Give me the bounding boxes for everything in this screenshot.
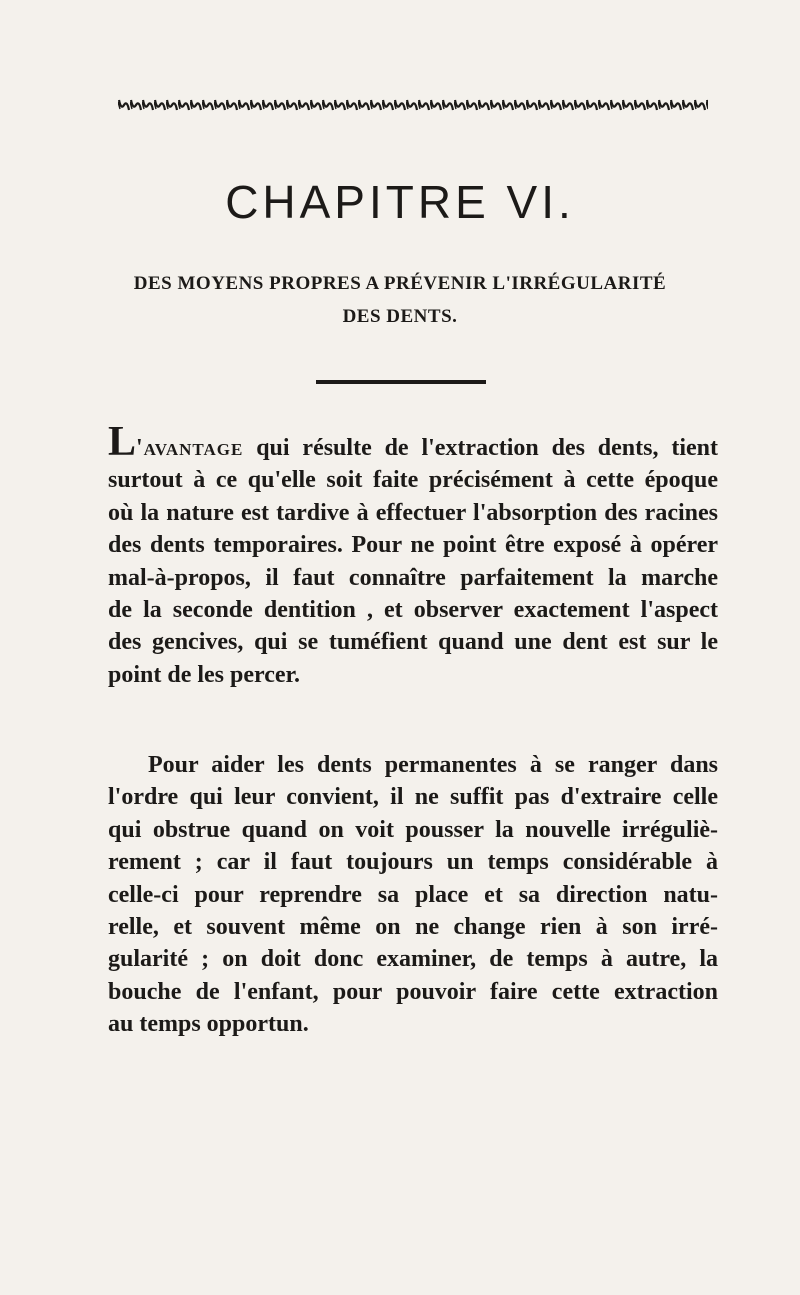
paragraph-1-line: surtout à ce qu'elle soit faite précisément à cette époque [108,467,718,494]
paragraph-1-line: point de les percer. [108,661,300,688]
paragraph-2-line: rement ; car il faut toujours un temps considérable à [108,849,718,876]
paragraph-1-line: où la nature est tardive à effectuer l'absorption des racines [108,499,718,526]
paragraph-1-line: mal-à-propos, il faut connaître parfaitement la marche [108,564,718,591]
decorative-ornament-band [118,98,708,112]
paragraph-2-line: celle-ci pour reprendre sa place et sa direction natu- [108,881,718,908]
paragraph-1-line: de la seconde dentition , et observer exactement l'aspect [108,597,718,624]
paragraph-1-line: des dents temporaires. Pour ne point être exposé à opérer [108,532,718,559]
paragraph-2-line: l'ordre qui leur convient, il ne suffit pas d'extraire celle [108,784,718,811]
paragraph-1-line-1 [108,419,718,465]
chapter-subtitle-line-2: DES DENTS. [342,306,458,327]
chapter-subtitle-line-1: DES MOYENS PROPRES A PRÉVENIR L'IRRÉGULARITÉ [133,273,667,294]
paragraph-2-line: gularité ; on doit donc examiner, de temps à autre, la [108,946,718,973]
drop-cap: L [108,419,137,465]
paragraph-2-line: au temps opportun. [108,1011,309,1038]
lead-word: 'avantage [136,435,244,461]
paragraph-2-line: bouche de l'enfant, pour pouvoir faire cette extraction [108,978,718,1005]
section-divider-rule [316,380,486,384]
paragraph-1-line: des gencives, qui se tuméfient quand une dent est sur le [108,629,718,656]
paragraph-1 [108,419,718,691]
paragraph-2-line: relle, et souvent même on ne change rien à son irré- [108,914,718,941]
ornament-pattern [118,98,708,112]
chapter-title: CHAPITRE VI. [225,176,575,228]
paragraph-2 [108,749,718,1041]
paragraph-2-line: qui obstrue quand on voit pousser la nouvelle irréguliè- [108,816,718,843]
paragraph-2-line: Pour aider les dents permanentes à se ranger dans [148,752,718,778]
line-text: qui résulte de l'extraction des dents, tient [243,435,718,461]
